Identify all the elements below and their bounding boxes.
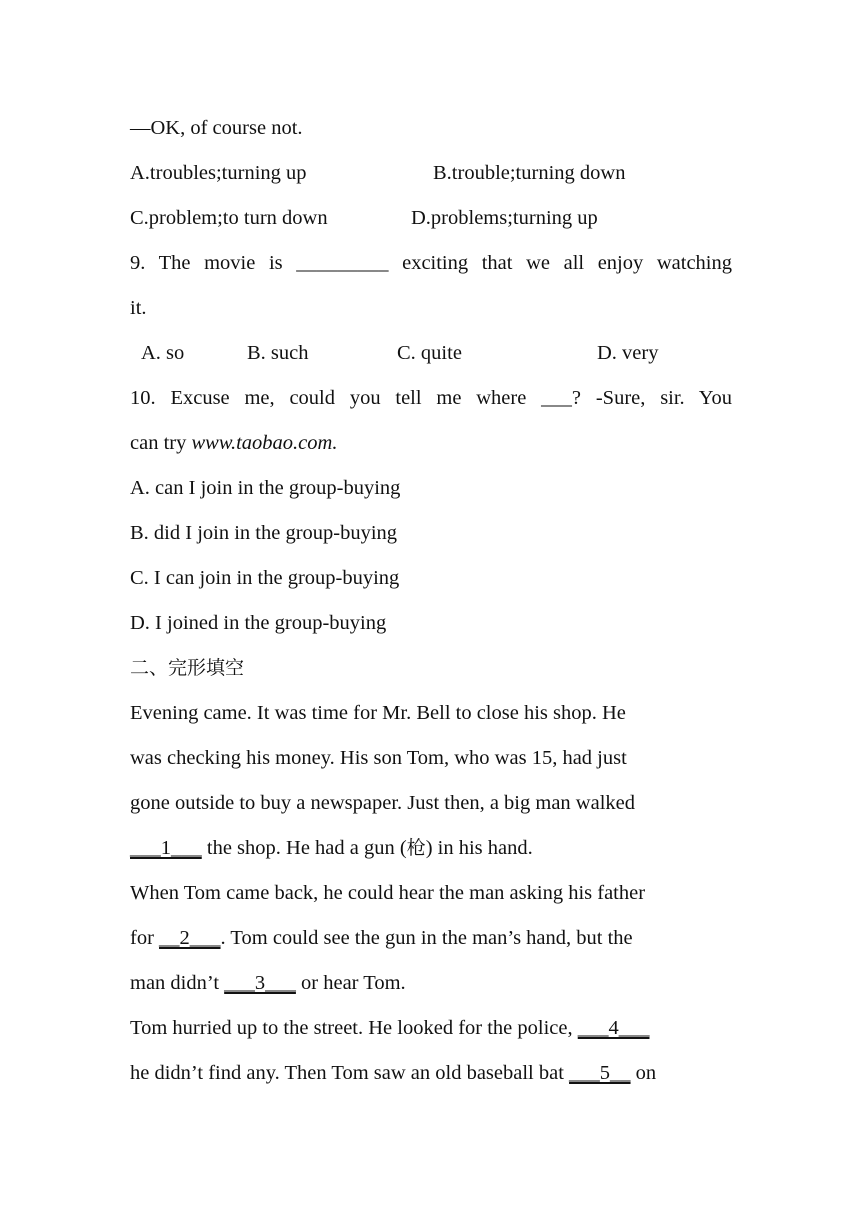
q9-option-d: D. very xyxy=(597,342,659,364)
q10-option-d-line xyxy=(130,608,732,638)
section-heading xyxy=(130,653,732,683)
dialogue-text: —OK, of course not. xyxy=(130,117,303,139)
q10-option-b: B. did I join in the group-buying xyxy=(130,522,398,544)
q10-option-a-line xyxy=(130,473,732,503)
blank-1: ___1___ xyxy=(130,837,202,859)
passage-text: ) in his hand. xyxy=(425,837,533,859)
q9-blank: _________ xyxy=(296,252,389,274)
q9-text-end: it. xyxy=(130,297,147,319)
q9-text-cont: exciting that we all enjoy watching xyxy=(402,252,732,274)
passage-text: for xyxy=(130,927,160,949)
q10-reply: ? -Sure, sir. You xyxy=(571,387,732,409)
passage-text: on xyxy=(630,1062,657,1084)
q10-stem-cont xyxy=(130,428,732,458)
q9-text: 9. The movie is xyxy=(130,252,283,274)
passage-text: the shop. He had a gun ( xyxy=(201,837,407,859)
passage-line xyxy=(130,698,732,728)
q10-blank: ___ xyxy=(541,387,572,409)
passage-text: he didn’t find any. Then Tom saw an old baseball bat xyxy=(130,1062,570,1084)
q9-option-a: A. so xyxy=(141,342,185,364)
q10-option-d: D. I joined in the group-buying xyxy=(130,612,387,634)
passage-line xyxy=(130,923,732,953)
passage-line xyxy=(130,788,732,818)
gloss-chinese: 枪 xyxy=(406,837,426,859)
q10-option-c-line xyxy=(130,563,732,593)
q9-option-b: B. such xyxy=(247,342,309,364)
blank-5: ___5__ xyxy=(569,1062,631,1084)
passage-text: man didn’t xyxy=(130,972,225,994)
answer-line xyxy=(130,113,732,143)
passage-line xyxy=(130,968,732,998)
passage-line xyxy=(130,833,732,863)
q9-stem-cont xyxy=(130,293,732,323)
q9-option-c: C. quite xyxy=(397,342,462,364)
q10-option-b-line xyxy=(130,518,732,548)
q10-text-cont: can try xyxy=(130,432,187,454)
q8-option-a: A.troubles;turning up xyxy=(130,162,307,184)
q10-url: www.taobao.com. xyxy=(191,432,338,454)
q10-option-a: A. can I join in the group-buying xyxy=(130,477,401,499)
q10-option-c: C. I can join in the group-buying xyxy=(130,567,400,589)
blank-4: ___4___ xyxy=(577,1017,650,1039)
blank-3: ___3___ xyxy=(224,972,296,994)
passage-text: Evening came. It was time for Mr. Bell to close his shop. He xyxy=(130,702,626,724)
passage-text: or hear Tom. xyxy=(295,972,406,994)
blank-2: __2___ xyxy=(159,927,221,949)
passage-line xyxy=(130,743,732,773)
passage-text: gone outside to buy a newspaper. Just then, a big man walked xyxy=(130,792,635,814)
q9-stem xyxy=(130,248,732,278)
q8-option-d: D.problems;turning up xyxy=(411,207,598,229)
passage-text: When Tom came back, he could hear the man asking his father xyxy=(130,882,646,904)
q10-text: 10. Excuse me, could you tell me where xyxy=(130,387,527,409)
passage-text: was checking his money. His son Tom, who was 15, had just xyxy=(130,747,627,769)
section-title: 二、完形填空 xyxy=(130,657,245,679)
q8-option-c: C.problem;to turn down xyxy=(130,207,328,229)
passage-text: . Tom could see the gun in the man’s hand, but the xyxy=(220,927,633,949)
passage-line xyxy=(130,1013,732,1043)
q10-stem xyxy=(130,383,732,413)
passage-line xyxy=(130,878,732,908)
q8-option-b: B.trouble;turning down xyxy=(433,162,626,184)
passage-text: Tom hurried up to the street. He looked for the police, xyxy=(130,1017,578,1039)
passage-line xyxy=(130,1058,732,1088)
